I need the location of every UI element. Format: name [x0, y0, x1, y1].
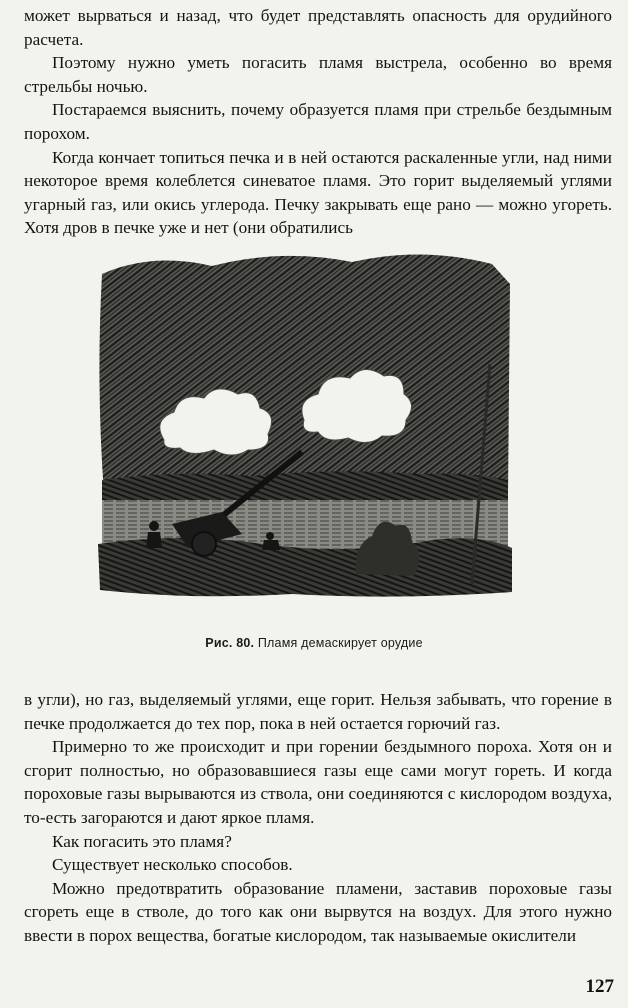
figure-caption — [0, 636, 628, 650]
paragraph: Примерно то же происходит и при горении бездымного пороха. Хотя он и сгорит полностью, но образовавшиеся газы еще сами могут гореть. И когда пороховые газы вырываются из ствола, они соединяются с кислородом воздуха, то-есть загораются и дают яркое пламя. — [24, 737, 612, 827]
paragraph: Можно предотвратить образование пламени, заставив пороховые газы сгореть еще в стволе, до того как они вырвутся на воздух. Для этого нужно ввести в порох вещества, богатые кислородом, так называемые окислители — [24, 878, 612, 945]
paragraph: в угли), но газ, выделяемый углями, еще горит. Нельзя забывать, что горение в печке продолжается до тех пор, пока в ней остается горючий газ. — [24, 690, 612, 733]
paragraph: Как погасить это пламя? — [52, 831, 232, 851]
paragraph: Существует несколько способов. — [52, 855, 293, 875]
figure-label: Рис. 80. — [205, 636, 255, 650]
paragraph: Когда кончает топиться печка и в ней остаются раскаленные угли, над ними некоторое время колеблется синеватое пламя. Это горит выделяемый углями угарный газ, или окись углерода. Печку закрывать еще рано — можно угореть. Хотя дров в печке уже и нет (они обратились — [24, 147, 612, 238]
bottom-text-block — [24, 688, 612, 948]
top-text-block — [24, 4, 612, 240]
illustration-gun-flash — [92, 244, 520, 600]
illustration-drawing — [92, 244, 520, 600]
figure-caption-text: Пламя демаскирует орудие — [257, 636, 423, 650]
page-number: 127 — [585, 976, 614, 997]
paragraph: Поэтому нужно уметь погасить пламя выстрела, особенно во время стрельбы ночью. — [24, 53, 612, 96]
paragraph: Постараемся выяснить, почему образуется пламя при стрельбе бездымным порохом. — [24, 100, 612, 143]
paragraph: может вырваться и назад, что будет представлять опасность для орудийного расчета. — [24, 6, 612, 49]
